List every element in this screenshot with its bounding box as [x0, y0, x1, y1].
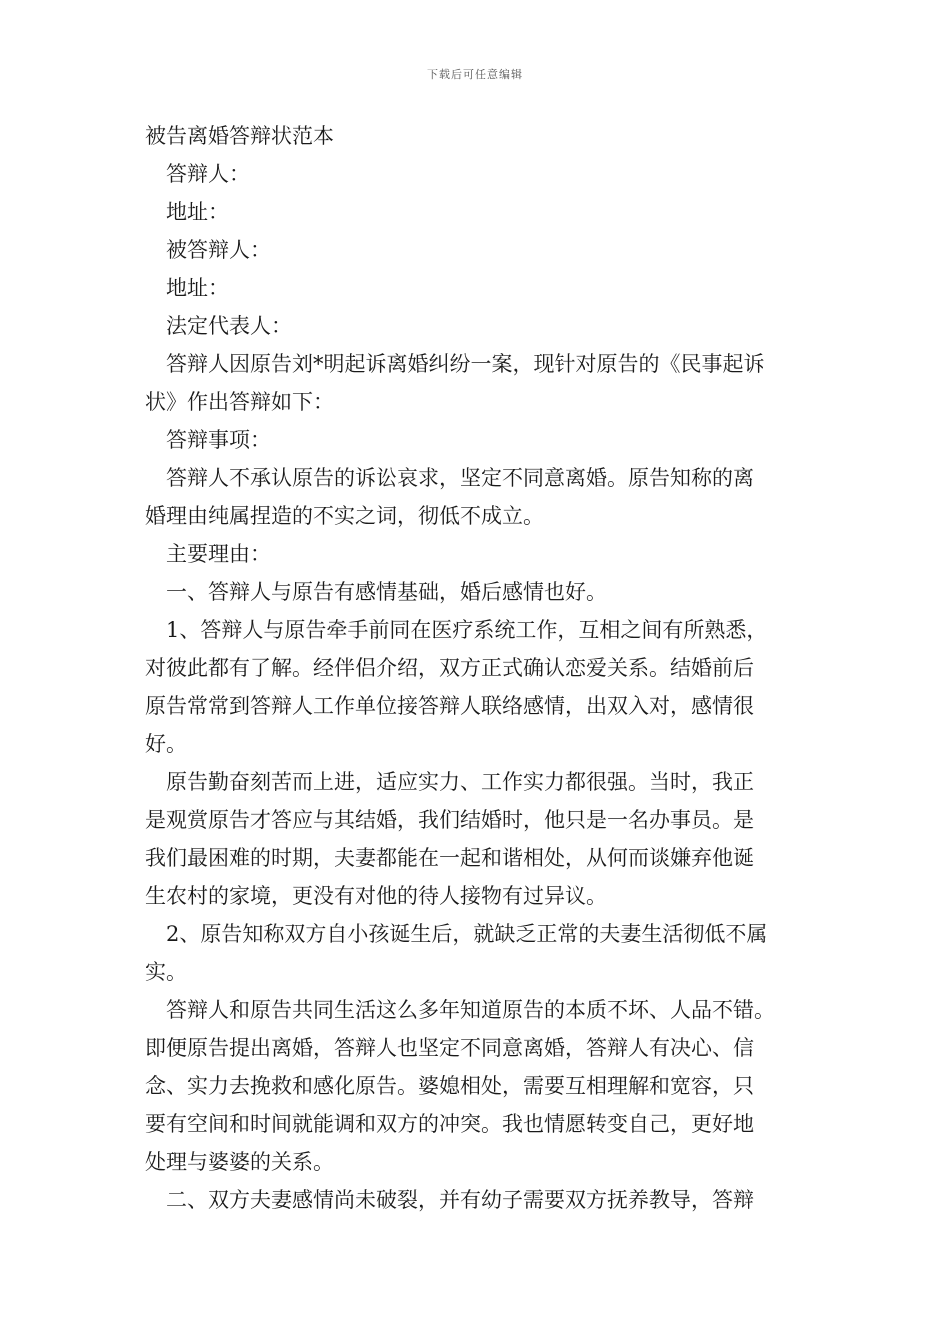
paragraph-line: 念、实力去挽救和感化原告。婆媳相处，需要互相理解和宽容，只: [145, 1074, 754, 1098]
paragraph-line: 对彼此都有了解。经伴侣介绍，双方正式确认恋爱关系。结婚前后: [145, 656, 754, 680]
paragraph: [145, 991, 825, 1181]
party-field: 答辩人：: [166, 162, 250, 186]
paragraph-line: 1、答辩人与原告牵手前同在医疗系统工作，互相之间有所熟悉，: [166, 618, 768, 642]
paragraph-line: 要有空间和时间就能调和双方的冲突。我也情愿转变自己，更好地: [145, 1112, 754, 1136]
paragraph-line: 生农村的家境，更没有对他的待人接物有过异议。: [145, 884, 607, 908]
paragraph: [145, 535, 825, 573]
paragraph: [145, 421, 825, 459]
paragraph: [145, 345, 825, 421]
paragraph: [145, 611, 825, 763]
paragraph-line: 处理与婆婆的关系。: [145, 1150, 334, 1174]
paragraph-line: 答辩事项：: [166, 428, 271, 452]
party-fields: [145, 155, 825, 345]
paragraph-line: 我们最困难的时期，夫妻都能在一起和谐相处，从何而谈嫌弃他诞: [145, 846, 754, 870]
party-field: 地址：: [166, 276, 229, 300]
paragraph-line: 原告常常到答辩人工作单位接答辩人联络感情，出双入对，感情很: [145, 694, 754, 718]
paragraph: [145, 459, 825, 535]
party-field: 法定代表人：: [166, 314, 292, 338]
paragraph-line: 2、原告知称双方自小孩诞生后，就缺乏正常的夫妻生活彻低不属: [166, 922, 768, 946]
paragraph-line: 原告勤奋刻苦而上进，适应实力、工作实力都很强。当时，我正: [166, 770, 754, 794]
paragraph: [145, 763, 825, 915]
document-body: [145, 117, 825, 1219]
paragraph-line: 二、双方夫妻感情尚未破裂，并有幼子需要双方抚养教导，答辩: [166, 1188, 754, 1212]
paragraph: [145, 1181, 825, 1219]
party-field: 被答辩人：: [166, 238, 271, 262]
header-note: 下载后可任意编辑: [427, 68, 523, 81]
paragraph-line: 答辩人和原告共同生活这么多年知道原告的本质不坏、人品不错。: [166, 998, 775, 1022]
paragraph-line: 婚理由纯属捏造的不实之词，彻低不成立。: [145, 504, 544, 528]
paragraph-line: 好。: [145, 732, 187, 756]
document-title: 被告离婚答辩状范本: [145, 124, 334, 148]
party-field: 地址：: [166, 200, 229, 224]
paragraph-line: 实。: [145, 960, 187, 984]
paragraph-line: 是观赏原告才答应与其结婚，我们结婚时，他只是一名办事员。是: [145, 808, 754, 832]
paragraph-line: 一、答辩人与原告有感情基础，婚后感情也好。: [166, 580, 607, 604]
paragraph: [145, 573, 825, 611]
paragraph-line: 状》作出答辩如下：: [145, 390, 334, 414]
paragraph-line: 答辩人因原告刘*明起诉离婚纠纷一案，现针对原告的《民事起诉: [166, 352, 765, 376]
paragraph-line: 即便原告提出离婚，答辩人也坚定不同意离婚，答辩人有决心、信: [145, 1036, 754, 1060]
paragraph-line: 主要理由：: [166, 542, 271, 566]
paragraph: [145, 915, 825, 991]
paragraph-line: 答辩人不承认原告的诉讼哀求，坚定不同意离婚。原告知称的离: [166, 466, 754, 490]
document-paragraphs: [145, 345, 825, 1219]
